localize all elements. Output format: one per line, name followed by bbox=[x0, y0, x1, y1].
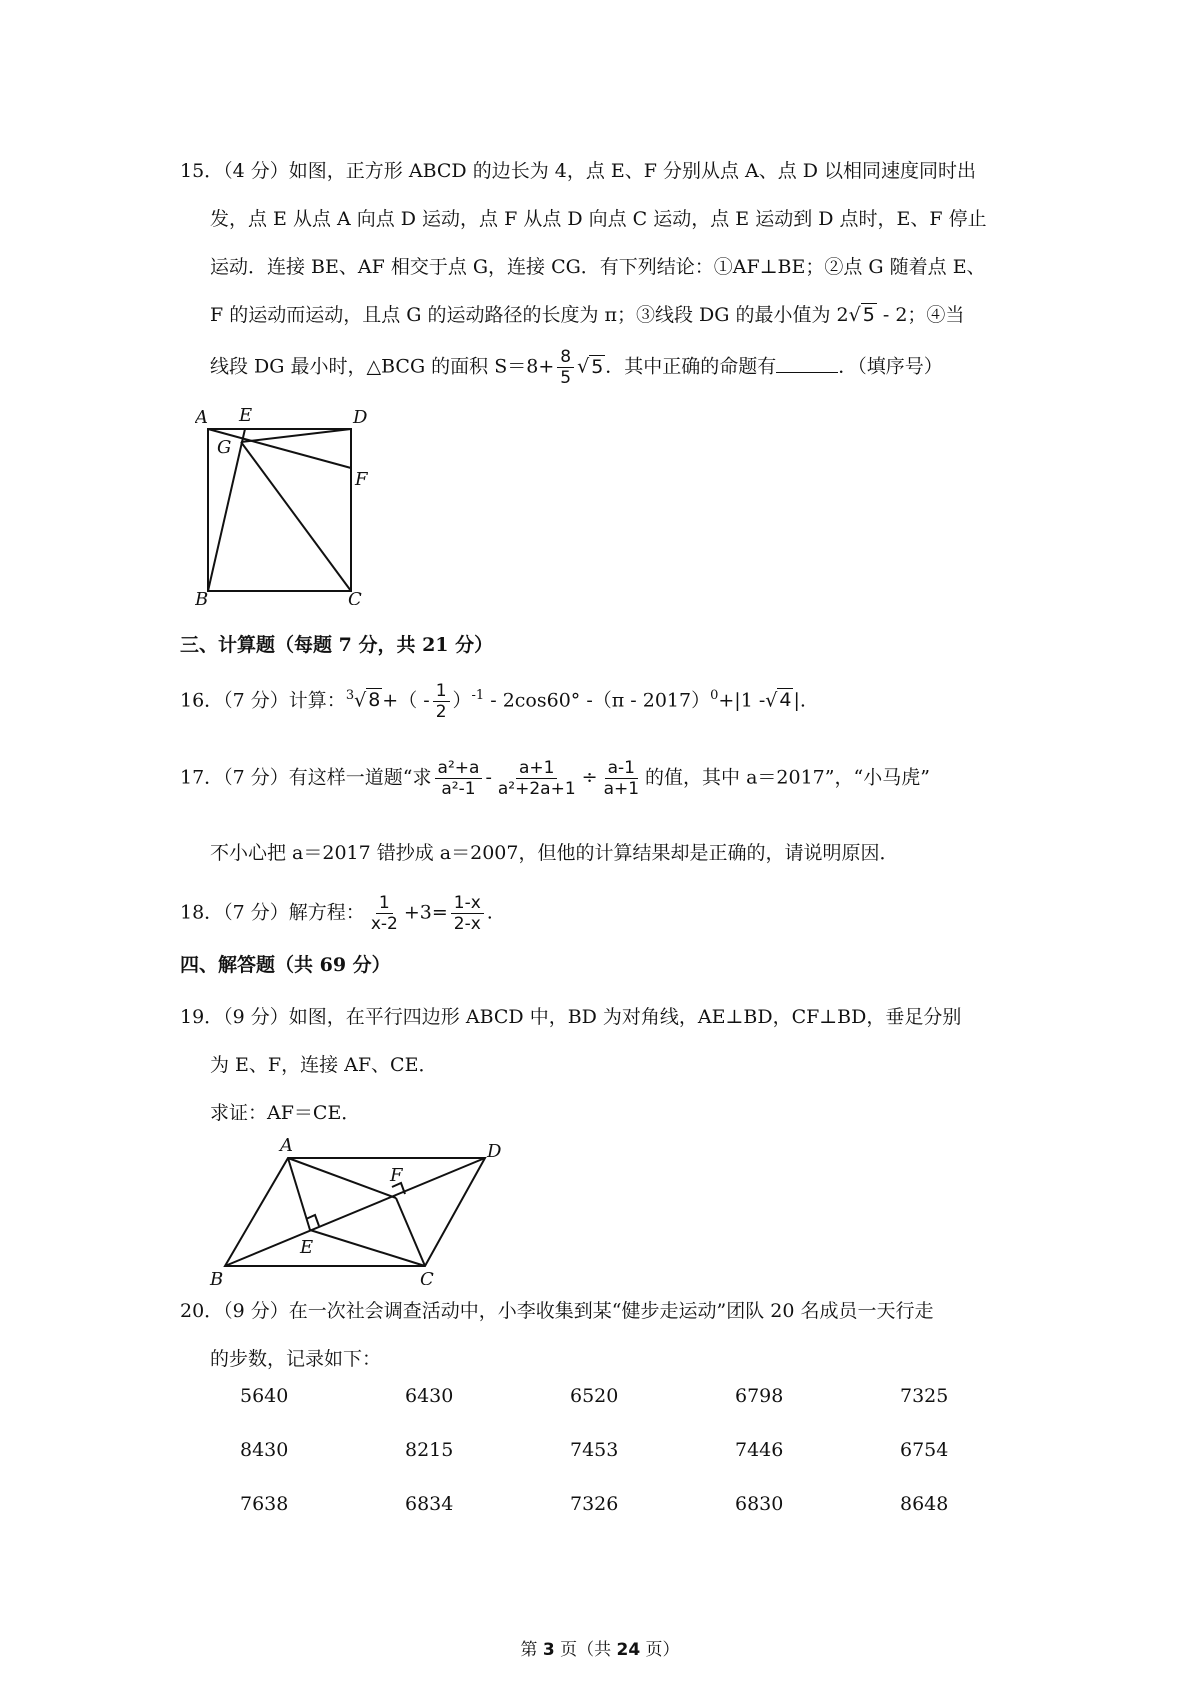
cube-root-index: 3 bbox=[345, 688, 355, 703]
fraction-3 bbox=[601, 758, 642, 799]
square-figure bbox=[195, 405, 395, 605]
table-cell: 7446 bbox=[735, 1439, 784, 1461]
fraction-one-half bbox=[433, 681, 450, 722]
fraction-1 bbox=[368, 893, 401, 934]
denominator: a+1 bbox=[603, 779, 640, 799]
denominator: 2-x bbox=[453, 914, 481, 934]
footer-text: 页（共 bbox=[554, 1640, 617, 1660]
fraction-2 bbox=[451, 893, 484, 934]
q20-line-2: 的步数，记录如下： bbox=[210, 1348, 382, 1370]
q15-l5-text-b: ．其中正确的命题有 bbox=[605, 355, 777, 378]
numerator: 1-x bbox=[451, 893, 484, 914]
numerator: 1 bbox=[376, 893, 393, 914]
vertex-label-d: D bbox=[487, 1141, 502, 1162]
table-row bbox=[240, 1439, 1065, 1493]
vertex-label-c: C bbox=[420, 1269, 434, 1285]
q16-line bbox=[180, 680, 806, 722]
q15-line-3: 运动．连接 BE、AF 相交于点 G，连接 CG．有下列结论：①AF⊥BE；②点 G 随着点 E、 bbox=[210, 256, 986, 278]
q15-l4-text-b: - 2；④当 bbox=[876, 304, 965, 326]
q15-line-4 bbox=[210, 299, 964, 331]
table-row bbox=[240, 1385, 1065, 1439]
numerator: a+1 bbox=[516, 758, 557, 779]
q19-line-3: 求证：AF＝CE． bbox=[210, 1102, 361, 1124]
table-cell: 6830 bbox=[735, 1493, 784, 1515]
fraction-2 bbox=[495, 758, 579, 799]
radicand: 5 bbox=[591, 355, 604, 378]
sqrt-four: √ 4 bbox=[765, 689, 792, 712]
q16-text-b: +（ - bbox=[382, 689, 430, 712]
table-cell: 6798 bbox=[735, 1385, 784, 1407]
radicand: 4 bbox=[779, 689, 792, 712]
q19-line-1: 19．（9 分）如图，在平行四边形 ABCD 中，BD 为对角线，AE⊥BD，CF⊥BD，垂足分别 bbox=[180, 1006, 962, 1028]
q16-text-d: - 2cos60° -（π - 2017） bbox=[484, 689, 711, 712]
answer-blank bbox=[776, 352, 838, 373]
q15-l5-text-c: ．（填序号） bbox=[838, 355, 943, 378]
table-cell: 8215 bbox=[405, 1439, 454, 1461]
exponent-zero: 0 bbox=[710, 688, 719, 703]
footer-text: 第 bbox=[520, 1640, 543, 1660]
page-number: 3 bbox=[542, 1640, 555, 1660]
q15-line-2: 发，点 E 从点 A 向点 D 运动，点 F 从点 D 向点 C 运动，点 E 运动到 D 点时，E、F 停止 bbox=[210, 208, 987, 230]
sqrt-five: √ 5 bbox=[577, 355, 604, 378]
parallelogram-figure bbox=[200, 1135, 510, 1285]
q20-line-1: 20．（9 分）在一次社会调查活动中，小李收集到某“健步走运动”团队 20 名成员一天行走 bbox=[180, 1300, 934, 1322]
denominator: a²-1 bbox=[441, 779, 476, 799]
vertex-label-f: F bbox=[390, 1165, 403, 1186]
numerator: 8 bbox=[557, 347, 574, 368]
vertex-label-e: E bbox=[239, 405, 253, 426]
division-sign: ÷ bbox=[581, 766, 598, 789]
vertex-label-a: A bbox=[195, 407, 208, 428]
denominator: 5 bbox=[560, 368, 572, 388]
table-cell: 6430 bbox=[405, 1385, 454, 1407]
q18-line bbox=[180, 893, 493, 934]
denominator: a²+2a+1 bbox=[497, 779, 576, 799]
exponent-minus-one: -1 bbox=[471, 688, 485, 703]
table-cell: 8648 bbox=[900, 1493, 949, 1515]
q16-text-f: |. bbox=[793, 689, 806, 712]
table-cell: 6754 bbox=[900, 1439, 949, 1461]
table-cell: 7325 bbox=[900, 1385, 949, 1407]
q18-period: . bbox=[486, 901, 493, 924]
footer-text: 页） bbox=[640, 1640, 680, 1660]
table-cell: 7326 bbox=[570, 1493, 619, 1515]
step-count-table bbox=[240, 1385, 1065, 1547]
section-heading-answers: 四、解答题（共 69 分） bbox=[180, 954, 391, 976]
q17-label: 17．（7 分）有这样一道题“求 bbox=[180, 766, 432, 789]
q19-line-2: 为 E、F，连接 AF、CE． bbox=[210, 1054, 438, 1076]
q15-l4-text-a: F 的运动而运动，且点 G 的运动路径的长度为 π；③线段 DG 的最小值为 2 bbox=[210, 304, 849, 326]
q15-l5-text-a: 线段 DG 最小时，△BCG 的面积 S＝8+ bbox=[210, 355, 555, 378]
radicand: 5 bbox=[862, 304, 875, 326]
vertex-label-d: D bbox=[353, 407, 368, 428]
table-cell: 5640 bbox=[240, 1385, 289, 1407]
vertex-label-e: E bbox=[300, 1237, 314, 1258]
q18-label: 18．（7 分）解方程： bbox=[180, 901, 365, 924]
q17-line-2: 不小心把 a＝2017 错抄成 a＝2007，但他的计算结果却是正确的，请说明原因． bbox=[210, 842, 899, 864]
vertex-label-b: B bbox=[195, 589, 209, 605]
table-cell: 6834 bbox=[405, 1493, 454, 1515]
cube-root: √ 8 bbox=[354, 689, 381, 712]
q16-text-e: +|1 - bbox=[718, 689, 766, 712]
table-cell: 7638 bbox=[240, 1493, 289, 1515]
q18-plus-equals: +3= bbox=[403, 901, 448, 924]
table-cell: 8430 bbox=[240, 1439, 289, 1461]
table-row bbox=[240, 1493, 1065, 1547]
table-cell: 6520 bbox=[570, 1385, 619, 1407]
q16-text-c: ） bbox=[452, 689, 472, 712]
numerator: a-1 bbox=[605, 758, 638, 779]
q15-line-5 bbox=[210, 347, 943, 388]
numerator: a²+a bbox=[435, 758, 483, 779]
numerator: 1 bbox=[433, 681, 450, 702]
denominator: 2 bbox=[435, 701, 447, 722]
vertex-label-f: F bbox=[355, 469, 368, 490]
vertex-label-a: A bbox=[280, 1135, 293, 1156]
q15-line-1: 15．（4 分）如图，正方形 ABCD 的边长为 4，点 E、F 分别从点 A、点 D 以相同速度同时出 bbox=[180, 160, 977, 182]
sqrt-five: √ 5 bbox=[848, 304, 875, 326]
total-pages: 24 bbox=[616, 1640, 641, 1660]
q16-label: 16．（7 分）计算： bbox=[180, 689, 346, 712]
minus-sign: - bbox=[485, 766, 492, 789]
q17-text-b: 的值，其中 a＝2017”，“小马虎” bbox=[645, 766, 930, 789]
page-footer bbox=[0, 1635, 1200, 1660]
section-heading-calculation: 三、计算题（每题 7 分，共 21 分） bbox=[180, 634, 494, 656]
vertex-label-c: C bbox=[348, 589, 362, 605]
radicand: 8 bbox=[368, 689, 381, 712]
vertex-label-g: G bbox=[217, 437, 232, 458]
vertex-label-b: B bbox=[210, 1269, 224, 1285]
fraction-1 bbox=[435, 758, 483, 799]
fraction-eight-fifths bbox=[557, 347, 574, 388]
denominator: x-2 bbox=[370, 914, 398, 934]
q17-line-1 bbox=[180, 758, 930, 799]
table-cell: 7453 bbox=[570, 1439, 619, 1461]
